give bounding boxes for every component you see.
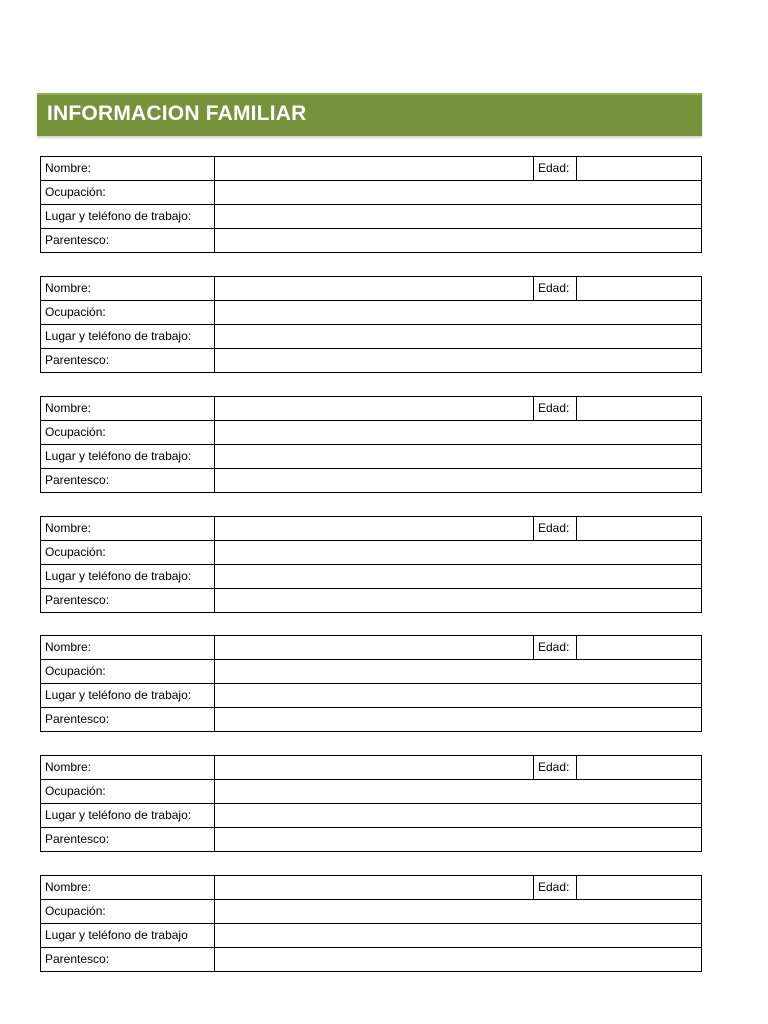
- row-parentesco: [41, 349, 702, 373]
- lugar-trabajo-label: Lugar y teléfono de trabajo:: [41, 684, 215, 708]
- family-member-block: [40, 875, 702, 972]
- ocupacion-label: Ocupación:: [41, 421, 215, 445]
- row-nombre: [41, 157, 702, 181]
- nombre-label: Nombre:: [41, 636, 215, 660]
- ocupacion-label: Ocupación:: [41, 181, 215, 205]
- parentesco-field[interactable]: [215, 349, 702, 373]
- parentesco-field[interactable]: [215, 948, 702, 972]
- edad-label: Edad:: [534, 636, 577, 660]
- ocupacion-label: Ocupación:: [41, 780, 215, 804]
- row-parentesco: [41, 828, 702, 852]
- page-title: INFORMACION FAMILIAR: [47, 102, 307, 125]
- row-ocupacion: [41, 780, 702, 804]
- edad-label: Edad:: [534, 756, 577, 780]
- parentesco-label: Parentesco:: [41, 708, 215, 732]
- lugar-trabajo-label: Lugar y teléfono de trabajo:: [41, 205, 215, 229]
- row-nombre: [41, 277, 702, 301]
- lugar-trabajo-label: Lugar y teléfono de trabajo:: [41, 804, 215, 828]
- edad-field[interactable]: [577, 397, 702, 421]
- nombre-label: Nombre:: [41, 517, 215, 541]
- parentesco-field[interactable]: [215, 229, 702, 253]
- nombre-field[interactable]: [215, 277, 534, 301]
- ocupacion-field[interactable]: [215, 181, 702, 205]
- row-ocupacion: [41, 181, 702, 205]
- family-member-block: [40, 516, 702, 613]
- ocupacion-field[interactable]: [215, 900, 702, 924]
- family-member-block: [40, 755, 702, 852]
- row-parentesco: [41, 708, 702, 732]
- lugar-trabajo-field[interactable]: [215, 684, 702, 708]
- row-parentesco: [41, 589, 702, 613]
- nombre-field[interactable]: [215, 517, 534, 541]
- parentesco-label: Parentesco:: [41, 469, 215, 493]
- nombre-label: Nombre:: [41, 876, 215, 900]
- ocupacion-label: Ocupación:: [41, 660, 215, 684]
- parentesco-label: Parentesco:: [41, 229, 215, 253]
- nombre-field[interactable]: [215, 157, 534, 181]
- ocupacion-field[interactable]: [215, 541, 702, 565]
- row-parentesco: [41, 229, 702, 253]
- row-ocupacion: [41, 541, 702, 565]
- row-ocupacion: [41, 900, 702, 924]
- row-lugar-trabajo: [41, 684, 702, 708]
- row-parentesco: [41, 948, 702, 972]
- row-lugar-trabajo: [41, 804, 702, 828]
- family-member-block: [40, 635, 702, 732]
- ocupacion-label: Ocupación:: [41, 541, 215, 565]
- edad-label: Edad:: [534, 157, 577, 181]
- ocupacion-field[interactable]: [215, 780, 702, 804]
- nombre-label: Nombre:: [41, 277, 215, 301]
- ocupacion-field[interactable]: [215, 660, 702, 684]
- edad-field[interactable]: [577, 756, 702, 780]
- edad-field[interactable]: [577, 277, 702, 301]
- nombre-field[interactable]: [215, 756, 534, 780]
- ocupacion-field[interactable]: [215, 301, 702, 325]
- lugar-trabajo-label: Lugar y teléfono de trabajo:: [41, 445, 215, 469]
- parentesco-label: Parentesco:: [41, 589, 215, 613]
- parentesco-field[interactable]: [215, 469, 702, 493]
- row-lugar-trabajo: [41, 924, 702, 948]
- family-member-block: [40, 156, 702, 253]
- row-ocupacion: [41, 660, 702, 684]
- ocupacion-field[interactable]: [215, 421, 702, 445]
- family-member-block: [40, 396, 702, 493]
- nombre-label: Nombre:: [41, 756, 215, 780]
- section-header-bar: [37, 93, 702, 136]
- row-lugar-trabajo: [41, 325, 702, 349]
- row-ocupacion: [41, 301, 702, 325]
- nombre-field[interactable]: [215, 876, 534, 900]
- edad-label: Edad:: [534, 876, 577, 900]
- parentesco-field[interactable]: [215, 828, 702, 852]
- nombre-label: Nombre:: [41, 397, 215, 421]
- lugar-trabajo-label: Lugar y teléfono de trabajo: [41, 924, 215, 948]
- edad-field[interactable]: [577, 157, 702, 181]
- parentesco-field[interactable]: [215, 589, 702, 613]
- parentesco-label: Parentesco:: [41, 948, 215, 972]
- row-nombre: [41, 636, 702, 660]
- parentesco-label: Parentesco:: [41, 349, 215, 373]
- edad-field[interactable]: [577, 636, 702, 660]
- row-nombre: [41, 517, 702, 541]
- lugar-trabajo-field[interactable]: [215, 205, 702, 229]
- edad-label: Edad:: [534, 277, 577, 301]
- ocupacion-label: Ocupación:: [41, 301, 215, 325]
- lugar-trabajo-label: Lugar y teléfono de trabajo:: [41, 565, 215, 589]
- row-nombre: [41, 876, 702, 900]
- nombre-label: Nombre:: [41, 157, 215, 181]
- edad-label: Edad:: [534, 517, 577, 541]
- ocupacion-label: Ocupación:: [41, 900, 215, 924]
- edad-field[interactable]: [577, 876, 702, 900]
- parentesco-label: Parentesco:: [41, 828, 215, 852]
- row-lugar-trabajo: [41, 205, 702, 229]
- lugar-trabajo-field[interactable]: [215, 445, 702, 469]
- lugar-trabajo-label: Lugar y teléfono de trabajo:: [41, 325, 215, 349]
- row-nombre: [41, 756, 702, 780]
- family-member-block: [40, 276, 702, 373]
- nombre-field[interactable]: [215, 636, 534, 660]
- edad-label: Edad:: [534, 397, 577, 421]
- row-lugar-trabajo: [41, 565, 702, 589]
- nombre-field[interactable]: [215, 397, 534, 421]
- lugar-trabajo-field[interactable]: [215, 924, 702, 948]
- lugar-trabajo-field[interactable]: [215, 325, 702, 349]
- row-ocupacion: [41, 421, 702, 445]
- row-lugar-trabajo: [41, 445, 702, 469]
- lugar-trabajo-field[interactable]: [215, 565, 702, 589]
- edad-field[interactable]: [577, 517, 702, 541]
- lugar-trabajo-field[interactable]: [215, 804, 702, 828]
- parentesco-field[interactable]: [215, 708, 702, 732]
- row-nombre: [41, 397, 702, 421]
- row-parentesco: [41, 469, 702, 493]
